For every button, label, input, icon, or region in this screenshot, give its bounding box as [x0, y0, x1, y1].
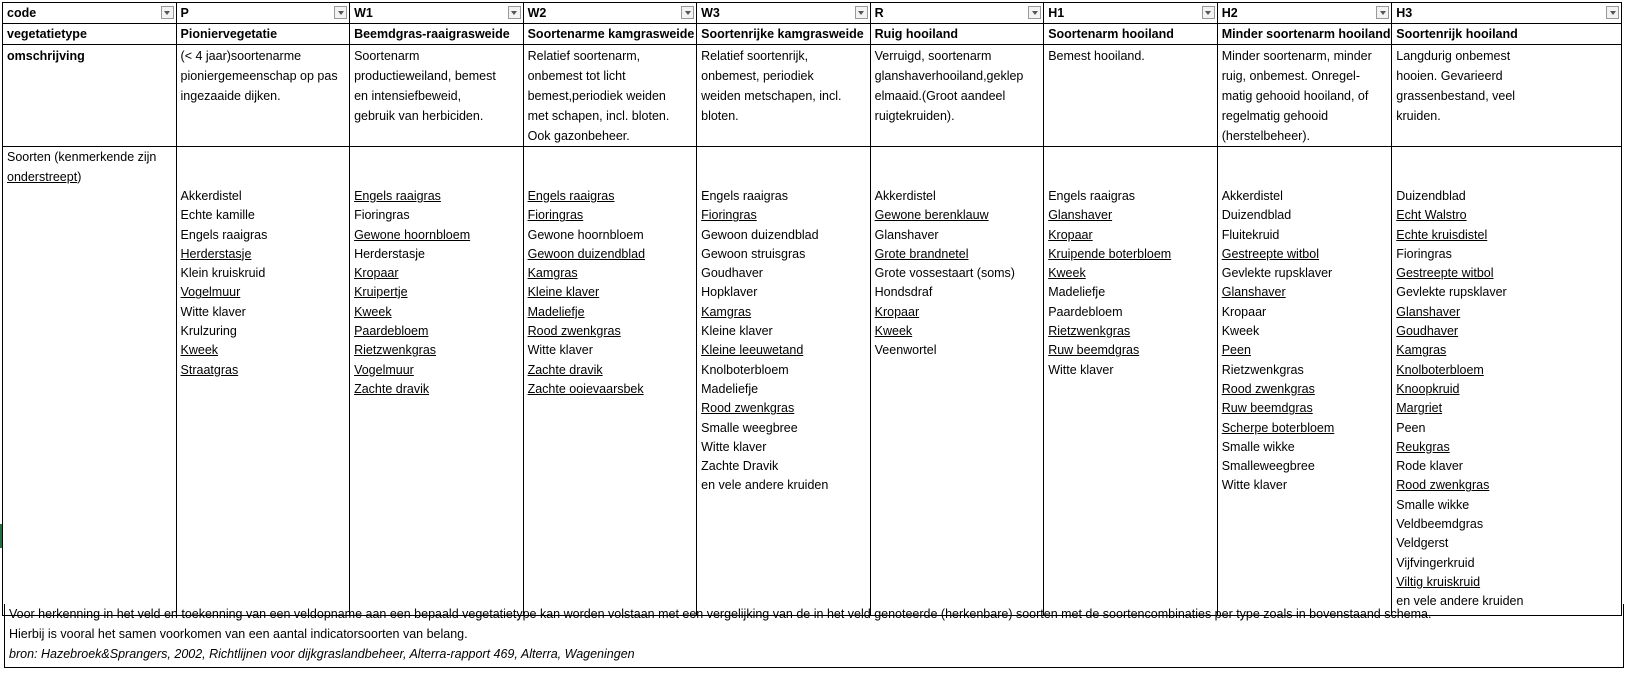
species-cell-7[interactable]: [1392, 147, 1622, 616]
description-label-cell[interactable]: [3, 45, 177, 147]
filter-dropdown-icon[interactable]: [1202, 6, 1215, 19]
species-item: Herderstasje: [180, 246, 252, 261]
species-item: Goudhaver: [701, 266, 763, 281]
description-line: en intensiefbeweid,: [354, 89, 462, 103]
code-label: P: [180, 6, 189, 20]
species-item: Kleine leeuwetand: [701, 343, 804, 358]
filter-dropdown-icon[interactable]: [1606, 6, 1619, 19]
species-cell-6[interactable]: [1217, 147, 1392, 616]
species-item: Duizendblad: [1396, 189, 1466, 203]
species-item: Paardebloem: [1048, 304, 1123, 319]
species-item: en vele andere kruiden: [1396, 594, 1524, 609]
description-line: gebruik van herbiciden.: [354, 109, 484, 123]
description-cell-7[interactable]: [1392, 45, 1622, 147]
description-line: pioniergemeenschap op pas: [180, 69, 338, 83]
description-cell-1[interactable]: [350, 45, 524, 147]
cell-selection-marker: [0, 524, 2, 548]
type-label: Minder soortenarm hooiland: [1221, 27, 1391, 41]
species-label-line2: [7, 167, 172, 187]
description-line: Ook gazonbeheer.: [527, 129, 630, 143]
species-item: Engels raaigras: [180, 227, 268, 242]
footer-line-1: Voor herkenning in het veld en toekenning van een veldopname aan een bepaald vegetatietype kan worden volstaan met een vergelijking van de in het veld genoteerde (herkenbare) soorten met de soortencombinaties per type zoals in bovenstaand schema.: [9, 607, 1432, 621]
footer-note[interactable]: [4, 604, 1624, 668]
species-label-underlined: onderstreept: [7, 170, 78, 184]
description-label: omschrijving: [7, 49, 85, 63]
species-item: Kweek: [1048, 266, 1086, 281]
species-cell-0[interactable]: [176, 147, 350, 616]
species-item: Rietzwenkgras: [354, 343, 437, 358]
filter-dropdown-icon[interactable]: [508, 6, 521, 19]
description-line: kruiden.: [1396, 109, 1441, 123]
species-item: Paardebloem: [354, 324, 429, 339]
type-cell-2[interactable]: [350, 24, 524, 45]
species-item: Smalle wikke: [1396, 497, 1470, 512]
description-cell-6[interactable]: [1217, 45, 1392, 147]
species-label-cell[interactable]: [3, 147, 177, 616]
species-item: Witte klaver: [1221, 478, 1288, 493]
code-label: R: [874, 6, 884, 20]
description-cell-5[interactable]: [1044, 45, 1218, 147]
species-item: Krulzuring: [180, 324, 237, 339]
code-label: W2: [527, 6, 547, 20]
description-line: regelmatig gehooid: [1221, 109, 1329, 123]
species-item: Engels raaigras: [354, 189, 441, 203]
species-item: Akkerdistel: [874, 189, 936, 203]
filter-dropdown-icon[interactable]: [161, 6, 174, 19]
species-item: Straatgras: [180, 362, 239, 377]
species-item: Rood zwenkgras: [1396, 478, 1490, 493]
species-item: Smalle wikke: [1221, 439, 1295, 454]
species-item: Grote brandnetel: [874, 246, 969, 261]
footer-source: bron: Hazebroek&Sprangers, 2002, Richtlijnen voor dijkgraslandbeheer, Alterra-rapport 469, Alterra, Wageningen: [9, 647, 635, 661]
species-item: Klein kruiskruid: [180, 266, 266, 281]
type-label: Soortenarme kamgrasweide: [527, 27, 695, 41]
species-item: Engels raaigras: [1048, 189, 1136, 203]
species-item: Glanshaver: [1048, 208, 1113, 223]
species-item: Knolboterbloem: [701, 362, 789, 377]
description-line: onbemest, periodiek: [701, 69, 814, 83]
code-cell-6[interactable]: [1044, 3, 1218, 24]
species-item: Herderstasje: [354, 246, 425, 261]
description-line: grassenbestand, veel: [1396, 89, 1516, 103]
species-cell-1[interactable]: [350, 147, 524, 616]
code-label: H1: [1048, 6, 1065, 20]
type-cell-7[interactable]: [1217, 24, 1392, 45]
species-item: Echte kruisdistel: [1396, 227, 1488, 242]
species-label-line1: Soorten (kenmerkende zijn: [7, 150, 157, 164]
description-line: Langdurig onbemest: [1396, 49, 1511, 63]
species-item: Witte klaver: [180, 304, 246, 319]
species-item: Grote vossestaart (soms): [874, 266, 1015, 281]
species-item: Witte klaver: [527, 343, 593, 358]
species-item: Zachte dravik: [354, 381, 430, 396]
species-item: Duizendblad: [1221, 208, 1292, 223]
code-cell-1[interactable]: [176, 3, 350, 24]
description-line: hooien. Gevarieerd: [1396, 69, 1503, 83]
code-cell-3[interactable]: [523, 3, 697, 24]
description-row: [3, 45, 1622, 147]
species-item: Gestreepte witbol: [1221, 246, 1319, 261]
species-item: Witte klaver: [701, 439, 767, 454]
species-item: Echt Walstro: [1396, 208, 1467, 223]
species-item: Knoopkruid: [1396, 381, 1460, 396]
species-item: Gewone hoornbloem: [527, 227, 644, 242]
species-item: Viltig kruiskruid: [1396, 574, 1481, 589]
species-item: Hopklaver: [701, 285, 758, 300]
description-line: elmaaid.(Groot aandeel: [874, 89, 1006, 103]
type-label: vegetatietype: [7, 27, 87, 41]
vegetation-type-row: [3, 24, 1622, 45]
species-cell-4[interactable]: [870, 147, 1044, 616]
filter-dropdown-icon[interactable]: [1028, 6, 1041, 19]
description-line: ingezaaide dijken.: [180, 89, 281, 103]
description-line: Relatief soortenarm,: [527, 49, 641, 63]
description-line: matig gehooid hooiland, of: [1221, 89, 1369, 103]
species-item: Zachte ooievaarsbek: [527, 381, 644, 396]
species-list: [1048, 187, 1213, 380]
species-item: Peen: [1396, 420, 1426, 435]
species-item: Kropaar: [874, 304, 920, 319]
code-cell-5[interactable]: [870, 3, 1044, 24]
type-cell-1[interactable]: [176, 24, 350, 45]
species-item: Reukgras: [1396, 439, 1450, 454]
species-item: Gewone hoornbloem: [354, 227, 471, 242]
type-label: Soortenrijk hooiland: [1396, 27, 1518, 41]
description-line: Soortenarm: [354, 49, 420, 63]
species-item: Fioringras: [701, 208, 757, 223]
species-item: Ruw beemdgras: [1048, 343, 1140, 358]
type-cell-6[interactable]: [1044, 24, 1218, 45]
species-item: Veldgerst: [1396, 536, 1449, 551]
species-item: Rode klaver: [1396, 459, 1463, 474]
description-line: Minder soortenarm, minder: [1221, 49, 1372, 63]
species-cell-2[interactable]: [523, 147, 697, 616]
type-cell-0[interactable]: [3, 24, 177, 45]
filter-dropdown-icon[interactable]: [1376, 6, 1389, 19]
species-item: Kamgras: [527, 266, 578, 281]
species-label-suffix: ): [77, 170, 82, 184]
description-line: glanshaverhooiland,geklep: [874, 69, 1024, 83]
type-cell-5[interactable]: [870, 24, 1044, 45]
species-list: [181, 187, 346, 380]
type-label: Beemdgras-raaigrasweide: [354, 27, 510, 41]
species-item: Akkerdistel: [180, 189, 242, 203]
description-line: met schapen, incl. bloten.: [527, 109, 670, 123]
species-cell-3[interactable]: [697, 147, 871, 616]
species-item: Kamgras: [1396, 343, 1447, 358]
species-item: Gevlekte rupsklaver: [1396, 285, 1507, 300]
species-item: Margriet: [1396, 401, 1443, 416]
species-item: Madeliefje: [701, 381, 759, 396]
species-item: Akkerdistel: [1221, 189, 1283, 203]
type-cell-8[interactable]: [1392, 24, 1622, 45]
species-item: Vijfvingerkruid: [1396, 555, 1475, 570]
description-line: Bemest hooiland.: [1048, 49, 1145, 63]
species-list: [1222, 187, 1388, 496]
description-line: bemest,periodiek weiden: [527, 89, 666, 103]
species-item: Engels raaigras: [701, 189, 788, 203]
species-item: Rood zwenkgras: [701, 401, 795, 416]
species-item: Madeliefje: [1048, 285, 1106, 300]
species-item: Zachte dravik: [527, 362, 603, 377]
species-item: Kweek: [180, 343, 219, 358]
species-item: Zachte Dravik: [701, 459, 779, 474]
species-item: Witte klaver: [1048, 362, 1114, 377]
species-item: Rood zwenkgras: [1221, 381, 1315, 396]
type-label: Ruig hooiland: [874, 27, 958, 41]
filter-dropdown-icon[interactable]: [681, 6, 694, 19]
species-item: Kweek: [874, 324, 913, 339]
type-cell-3[interactable]: [523, 24, 697, 45]
species-item: Scherpe boterbloem: [1221, 420, 1335, 435]
filter-dropdown-icon[interactable]: [855, 6, 868, 19]
type-cell-4[interactable]: [697, 24, 871, 45]
species-item: Kropaar: [1048, 227, 1093, 242]
description-cell-4[interactable]: [870, 45, 1044, 147]
species-item: Engels raaigras: [527, 189, 615, 203]
species-item: Kropaar: [354, 266, 399, 281]
species-item: Peen: [1221, 343, 1251, 358]
code-label: W1: [354, 6, 373, 20]
type-label: Soortenrijke kamgrasweide: [701, 27, 864, 41]
species-item: Goudhaver: [1396, 324, 1459, 339]
type-label: Pioniervegetatie: [180, 27, 278, 41]
description-cell-2[interactable]: [523, 45, 697, 147]
description-cell-0[interactable]: [176, 45, 350, 147]
footer-line-2: Hierbij is vooral het samen voorkomen van een aantal indicatorsoorten van belang.: [9, 627, 468, 641]
code-label: code: [7, 6, 37, 20]
species-item: Smalle weegbree: [701, 420, 798, 435]
species-item: Rood zwenkgras: [527, 324, 621, 339]
code-label: H2: [1221, 6, 1238, 20]
species-item: Kleine klaver: [527, 285, 600, 300]
species-item: Kropaar: [1221, 304, 1267, 319]
species-item: Fioringras: [1396, 246, 1452, 261]
description-cell-3[interactable]: [697, 45, 871, 147]
code-cell-0[interactable]: [3, 3, 177, 24]
species-item: Glanshaver: [1396, 304, 1461, 319]
code-label: H3: [1396, 6, 1413, 20]
species-item: Kweek: [354, 304, 392, 319]
species-item: Vogelmuur: [354, 362, 414, 377]
species-item: Knolboterbloem: [1396, 362, 1484, 377]
description-line: ruigtekruiden).: [874, 109, 955, 123]
spreadsheet: [2, 2, 1622, 689]
species-item: Rietzwenkgras: [1221, 362, 1304, 377]
species-item: Fioringras: [527, 208, 584, 223]
species-item: Vogelmuur: [180, 285, 241, 300]
species-item: Veenwortel: [874, 343, 937, 358]
species-item: Glanshaver: [874, 227, 939, 242]
description-line: productieweiland, bemest: [354, 69, 496, 83]
species-item: Gewoon duizendblad: [701, 227, 819, 242]
species-row: [3, 147, 1622, 616]
vegetation-table: [2, 2, 1622, 616]
code-label: W3: [701, 6, 720, 20]
species-item: Kruipertje: [354, 285, 408, 300]
species-item: Gewoon struisgras: [701, 246, 806, 261]
description-line: onbemest tot licht: [527, 69, 626, 83]
code-cell-7[interactable]: [1217, 3, 1392, 24]
code-cell-4[interactable]: [697, 3, 871, 24]
description-line: bloten.: [701, 109, 739, 123]
species-item: Hondsdraf: [874, 285, 933, 300]
species-item: Kleine klaver: [701, 324, 773, 339]
species-list: [354, 187, 519, 399]
species-item: Gestreepte witbol: [1396, 266, 1494, 281]
species-item: Ruw beemdgras: [1221, 401, 1313, 416]
filter-dropdown-icon[interactable]: [334, 6, 347, 19]
description-line: ruig, onbemest. Onregel-: [1221, 69, 1360, 83]
species-list: [701, 187, 866, 496]
species-item: Echte kamille: [180, 208, 255, 223]
type-label: Soortenarm hooiland: [1048, 27, 1174, 41]
species-item: Kruipende boterbloem: [1048, 246, 1172, 261]
species-cell-5[interactable]: [1044, 147, 1218, 616]
species-item: Glanshaver: [1221, 285, 1286, 300]
description-line: (< 4 jaar)soortenarme: [180, 49, 302, 63]
species-item: Smalleweegbree: [1221, 459, 1315, 474]
species-item: Gevlekte rupsklaver: [1221, 266, 1333, 281]
species-item: Gewone berenklauw: [874, 208, 989, 223]
code-cell-8[interactable]: [1392, 3, 1622, 24]
species-item: en vele andere kruiden: [701, 478, 829, 493]
species-item: Kweek: [1221, 324, 1260, 339]
header-code-row: [3, 3, 1622, 24]
species-item: Fioringras: [354, 208, 410, 223]
species-item: Gewoon duizendblad: [527, 246, 646, 261]
code-cell-2[interactable]: [350, 3, 524, 24]
species-item: Madeliefje: [527, 304, 585, 319]
description-line: weiden metschapen, incl.: [701, 89, 842, 103]
description-line: Verruigd, soortenarm: [874, 49, 992, 63]
species-item: Kamgras: [701, 304, 752, 319]
species-item: Veldbeemdgras: [1396, 517, 1484, 532]
species-item: Fluitekruid: [1221, 227, 1280, 242]
description-line: Relatief soortenrijk,: [701, 49, 809, 63]
species-list: [528, 187, 693, 399]
species-item: Rietzwenkgras: [1048, 324, 1131, 339]
species-list: [1396, 187, 1617, 612]
species-list: [875, 187, 1040, 361]
description-line: (herstelbeheer).: [1221, 129, 1310, 143]
